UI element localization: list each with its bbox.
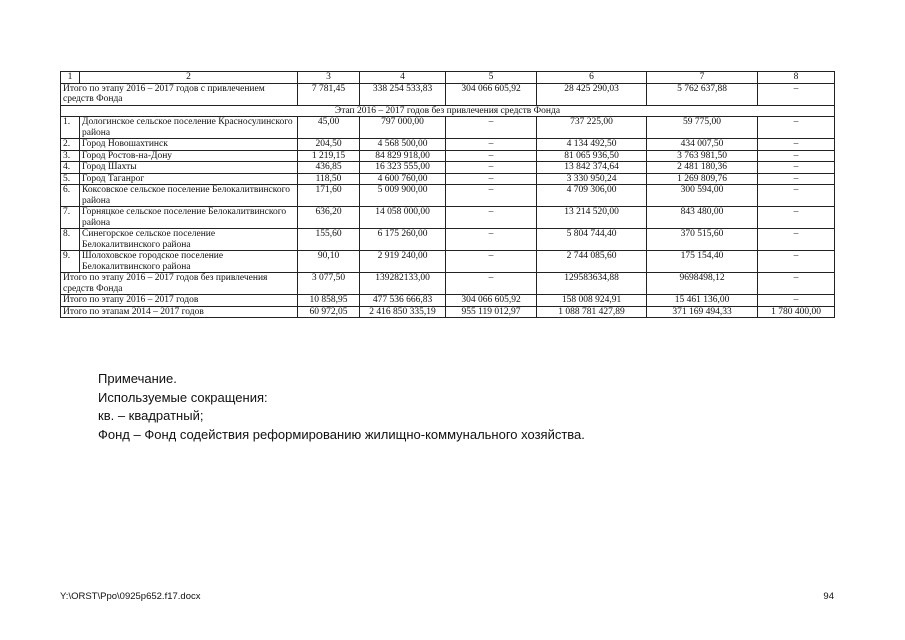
row-name: Синегорское сельское поселение Белокалитвинского района (80, 229, 298, 251)
total-label: Итого по этапу 2016 – 2017 годов (61, 295, 298, 307)
row-value-c4: 797 000,00 (360, 117, 446, 139)
footer-page-number: 94 (823, 591, 834, 602)
total-label: Итого по этапу 2016 – 2017 годов с привлечением средств Фонда (61, 83, 298, 105)
row-value-c6: 737 225,00 (537, 117, 647, 139)
row-value-c7: 300 594,00 (647, 185, 758, 207)
row-value-c4: 84 829 918,00 (360, 150, 446, 162)
row-value-c6: 3 330 950,24 (537, 173, 647, 185)
row-value-c3: 45,00 (298, 117, 360, 139)
row-value-c3: 1 219,15 (298, 150, 360, 162)
row-value-c4: 14 058 000,00 (360, 207, 446, 229)
column-header: 8 (758, 72, 835, 84)
column-header: 6 (537, 72, 647, 84)
total-value: 7 781,45 (298, 83, 360, 105)
table-row (61, 162, 835, 174)
row-value-c5: – (446, 207, 537, 229)
table-row (61, 185, 835, 207)
row-value-c3: 436,85 (298, 162, 360, 174)
row-value-c5: – (446, 185, 537, 207)
row-value-c8: – (758, 139, 835, 151)
table-row (61, 173, 835, 185)
column-header: 2 (80, 72, 298, 84)
total-value: 304 066 605,92 (446, 295, 537, 307)
total-value: 338 254 533,83 (360, 83, 446, 105)
row-value-c8: – (758, 162, 835, 174)
row-value-c5: – (446, 162, 537, 174)
row-number: 5. (61, 173, 80, 185)
row-value-c4: 4 568 500,00 (360, 139, 446, 151)
row-value-c5: – (446, 139, 537, 151)
total-value: 477 536 666,83 (360, 295, 446, 307)
total-row-stage (61, 295, 835, 307)
row-value-c4: 6 175 260,00 (360, 229, 446, 251)
row-value-c8: – (758, 229, 835, 251)
row-value-c4: 2 919 240,00 (360, 251, 446, 273)
total-value: 3 077,50 (298, 273, 360, 295)
row-number: 8. (61, 229, 80, 251)
row-value-c3: 155,60 (298, 229, 360, 251)
row-value-c8: – (758, 207, 835, 229)
header-row (61, 72, 835, 84)
row-name: Шолоховское городское поселение Белокалитвинского района (80, 251, 298, 273)
column-header: 4 (360, 72, 446, 84)
row-value-c6: 81 065 936,50 (537, 150, 647, 162)
row-value-c6: 4 709 306,00 (537, 185, 647, 207)
row-value-c6: 4 134 492,50 (537, 139, 647, 151)
total-label: Итого по этапу 2016 – 2017 годов без привлечения средств Фонда (61, 273, 298, 295)
total-value: 371 169 494,33 (647, 306, 758, 318)
table-row (61, 117, 835, 139)
row-value-c5: – (446, 173, 537, 185)
row-value-c7: 2 481 180,36 (647, 162, 758, 174)
row-value-c6: 2 744 085,60 (537, 251, 647, 273)
total-value: 955 119 012,97 (446, 306, 537, 318)
total-label: Итого по этапам 2014 – 2017 годов (61, 306, 298, 318)
row-value-c5: – (446, 150, 537, 162)
total-value: 139282133,00 (360, 273, 446, 295)
row-name: Город Шахты (80, 162, 298, 174)
row-value-c3: 118,50 (298, 173, 360, 185)
total-value: – (758, 83, 835, 105)
total-value: 9698498,12 (647, 273, 758, 295)
row-name: Дологинское сельское поселение Красносулинского района (80, 117, 298, 139)
row-number: 1. (61, 117, 80, 139)
note-block (98, 370, 585, 444)
row-number: 7. (61, 207, 80, 229)
row-value-c5: – (446, 229, 537, 251)
footer-file-path: Y:\ORST\Ppo\0925p652.f17.docx (60, 591, 201, 602)
row-name: Горняцкое сельское поселение Белокалитвинского района (80, 207, 298, 229)
total-row-with-fund (61, 83, 835, 105)
row-value-c8: – (758, 185, 835, 207)
total-value: 60 972,05 (298, 306, 360, 318)
row-value-c3: 636,20 (298, 207, 360, 229)
note-line-kv: кв. – квадратный; (98, 408, 204, 423)
row-value-c6: 13 214 520,00 (537, 207, 647, 229)
row-number: 4. (61, 162, 80, 174)
row-value-c6: 13 842 374,64 (537, 162, 647, 174)
total-value: 1 088 781 427,89 (537, 306, 647, 318)
column-header: 1 (61, 72, 80, 84)
row-value-c7: 1 269 809,76 (647, 173, 758, 185)
row-name: Город Таганрог (80, 173, 298, 185)
note-line-abbreviations: Используемые сокращения: (98, 389, 268, 405)
table-row (61, 251, 835, 273)
row-name: Коксовское сельское поселение Белокалитвинского района (80, 185, 298, 207)
row-value-c8: – (758, 150, 835, 162)
total-value: 158 008 924,91 (537, 295, 647, 307)
row-value-c7: 843 480,00 (647, 207, 758, 229)
row-value-c3: 204,50 (298, 139, 360, 151)
row-value-c4: 5 009 900,00 (360, 185, 446, 207)
row-value-c7: 370 515,60 (647, 229, 758, 251)
total-value: – (758, 295, 835, 307)
total-value: 129583634,88 (537, 273, 647, 295)
row-number: 2. (61, 139, 80, 151)
section-title: Этап 2016 – 2017 годов без привлечения средств Фонда (61, 105, 835, 117)
total-value: 15 461 136,00 (647, 295, 758, 307)
row-value-c8: – (758, 173, 835, 185)
total-value: 1 780 400,00 (758, 306, 835, 318)
column-header: 5 (446, 72, 537, 84)
row-value-c8: – (758, 251, 835, 273)
row-number: 6. (61, 185, 80, 207)
total-value: – (446, 273, 537, 295)
total-value: – (758, 273, 835, 295)
total-row-all-stages (61, 306, 835, 318)
total-value: 28 425 290,03 (537, 83, 647, 105)
total-value: 304 066 605,92 (446, 83, 537, 105)
total-value: 5 762 637,88 (647, 83, 758, 105)
row-value-c6: 5 804 744,40 (537, 229, 647, 251)
program-table (60, 71, 835, 318)
row-value-c3: 90,10 (298, 251, 360, 273)
column-header: 7 (647, 72, 758, 84)
row-value-c7: 59 775,00 (647, 117, 758, 139)
row-value-c7: 434 007,50 (647, 139, 758, 151)
column-header: 3 (298, 72, 360, 84)
note-title: Примечание. (98, 371, 177, 386)
table-row (61, 229, 835, 251)
total-value: 10 858,95 (298, 295, 360, 307)
row-name: Город Ростов-на-Дону (80, 150, 298, 162)
row-value-c3: 171,60 (298, 185, 360, 207)
row-value-c7: 3 763 981,50 (647, 150, 758, 162)
row-number: 9. (61, 251, 80, 273)
row-value-c5: – (446, 251, 537, 273)
row-value-c4: 16 323 555,00 (360, 162, 446, 174)
total-row-without-fund (61, 273, 835, 295)
total-value: 2 416 850 335,19 (360, 306, 446, 318)
row-name: Город Новошахтинск (80, 139, 298, 151)
note-line-fund: Фонд – Фонд содействия реформированию жилищно-коммунального хозяйства. (98, 426, 585, 442)
table-row (61, 207, 835, 229)
row-value-c5: – (446, 117, 537, 139)
row-value-c4: 4 600 760,00 (360, 173, 446, 185)
row-number: 3. (61, 150, 80, 162)
table-row (61, 139, 835, 151)
table-row (61, 150, 835, 162)
row-value-c8: – (758, 117, 835, 139)
row-value-c7: 175 154,40 (647, 251, 758, 273)
section-title-row (61, 105, 835, 117)
